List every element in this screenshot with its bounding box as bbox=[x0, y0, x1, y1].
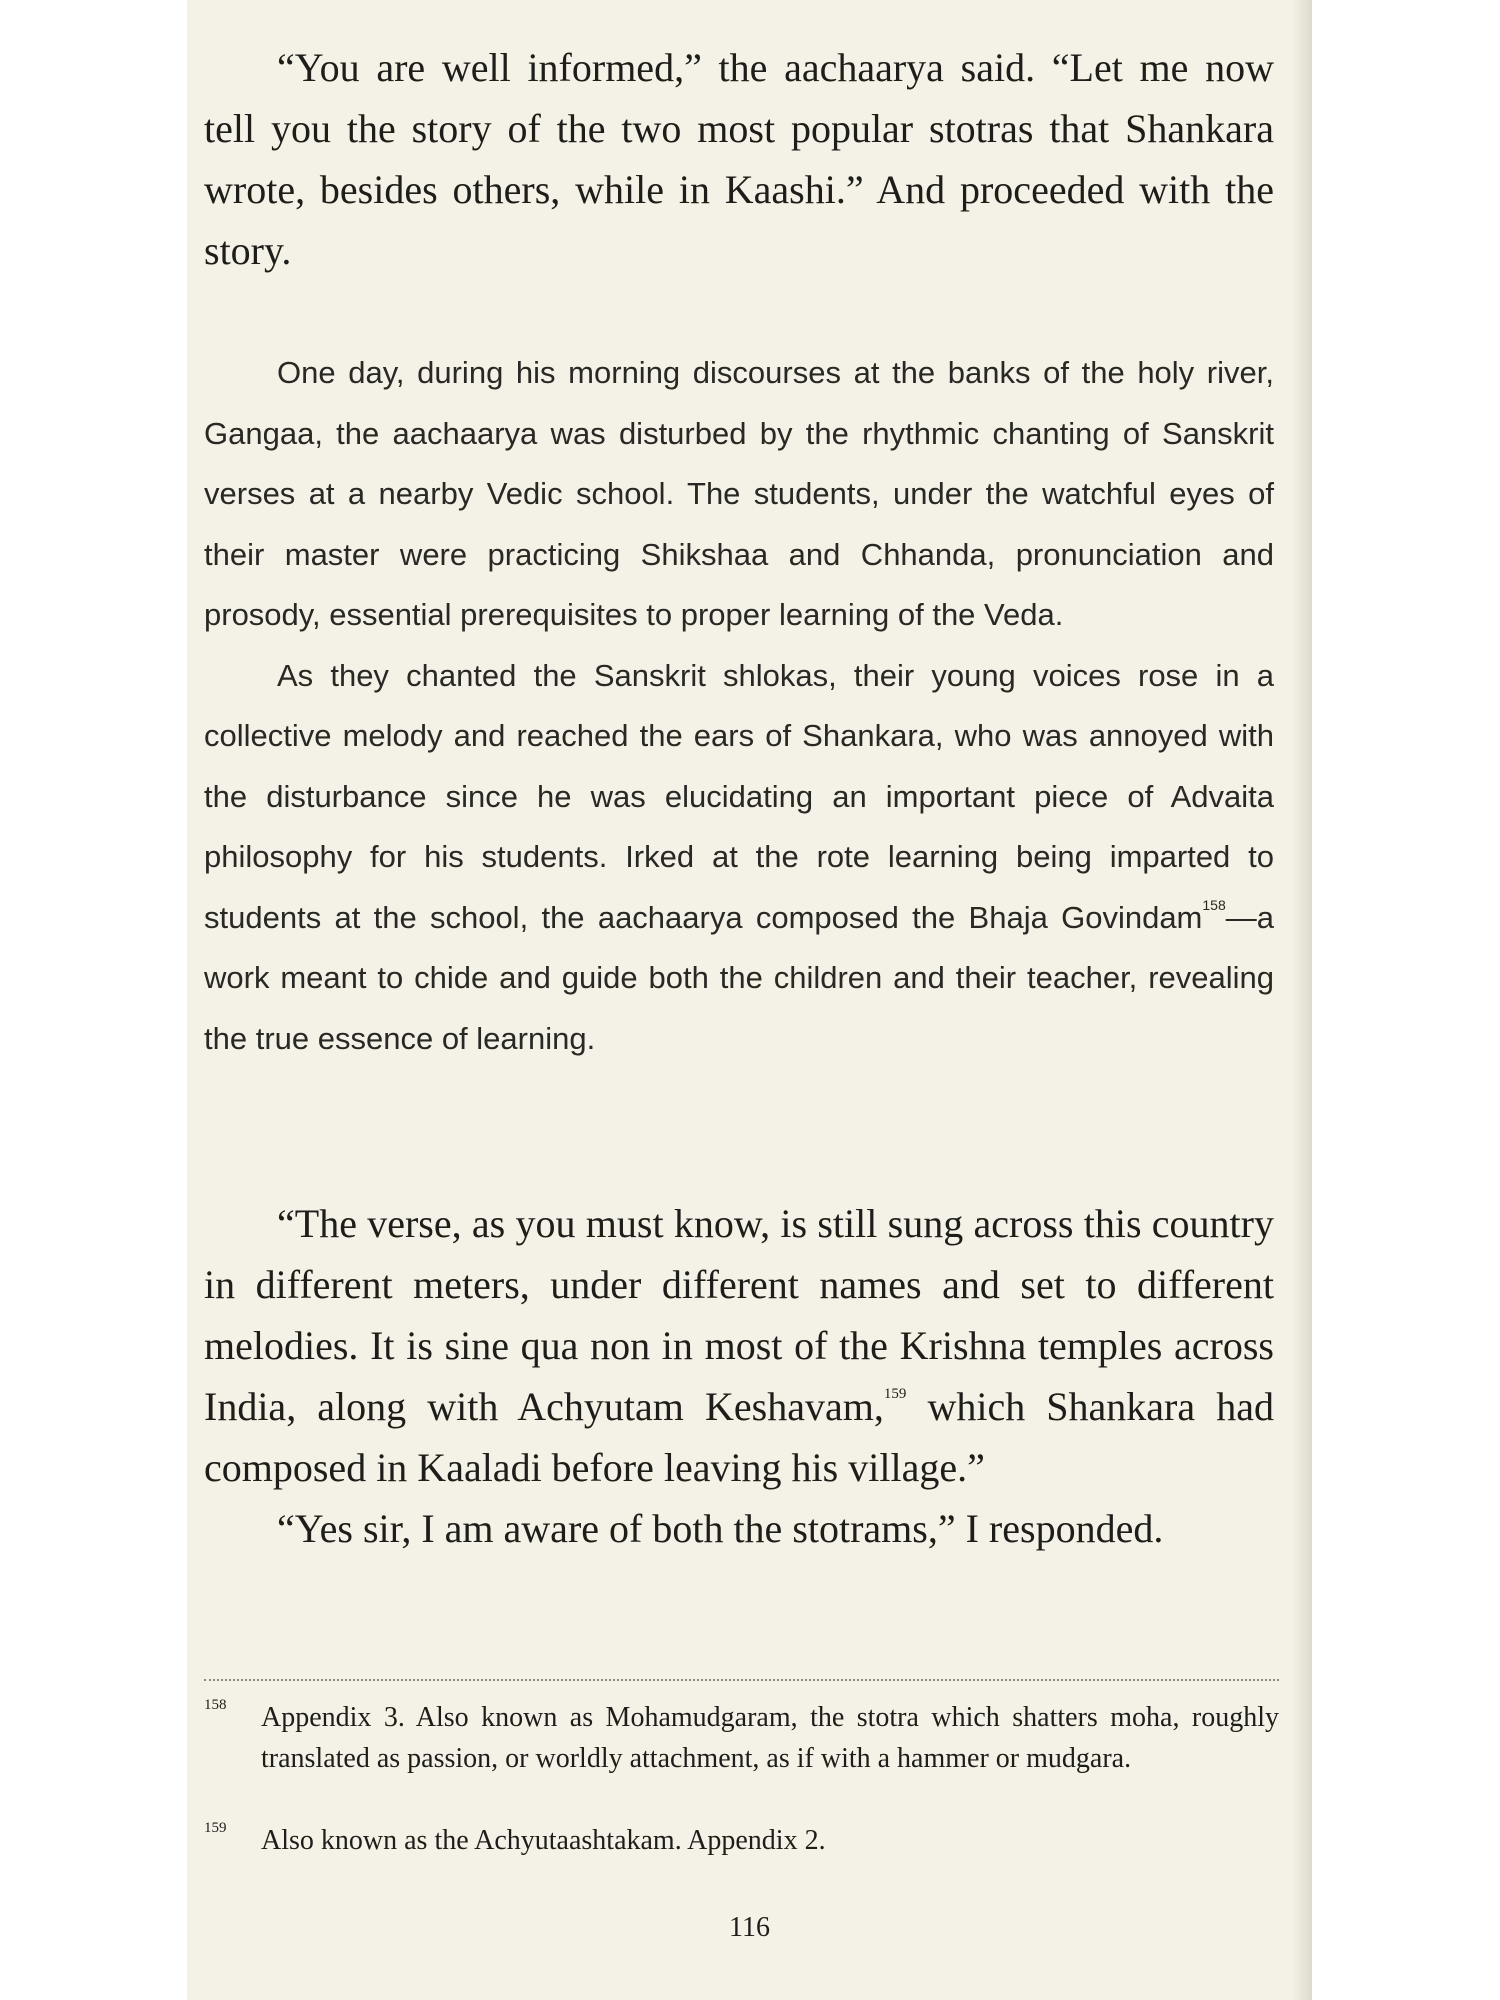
page-number: 116 bbox=[729, 1912, 770, 1943]
footnote-number: 158 bbox=[204, 1697, 227, 1713]
book-page bbox=[187, 0, 1312, 2000]
footnote-ref-159: 159 bbox=[883, 1386, 907, 1402]
paragraph-vedic-school: One day, during his morning discourses at the banks of the holy river, Gangaa, the aachaarya was disturbed by the rhythmic chanting of Sanskrit verses at a nearby Vedic school. The students, under the watchful eyes of their master were practicing Shikshaa and Chhanda, pronunciation and prosody, essential prerequisites to proper learning of the Veda. bbox=[204, 355, 1274, 632]
footnote-ref-158: 158 bbox=[1202, 896, 1226, 913]
paragraph-verse-sung: “The verse, as you must know, is still sung across this country in different meters, under different names and set to different melodies. It is sine qua non in most of the Krishna temples across India, along with Achyutam Keshavam,$^{159}$ which Shankara had composed in Kaaladi before leaving his village.” bbox=[204, 1201, 1274, 1490]
narrative-section bbox=[204, 343, 1274, 1069]
dialogue-section bbox=[204, 1193, 1274, 1559]
footnote-text: Also known as the Achyutaashtakam. Appendix 2. bbox=[261, 1825, 826, 1856]
paragraph-bhaja-govindam: As they chanted the Sanskrit shlokas, their young voices rose in a collective melody and reached the ears of Shankara, who was annoyed with the disturbance since he was elucidating an important piece of Advaita philosophy for his students. Irked at the rote learning being imparted to students at the school, the aachaarya composed the Bhaja Govindam$^{158}$—a work meant to chide and guide both the children and their teacher, revealing the true essence of learning. bbox=[204, 657, 1274, 1056]
footnote-158 bbox=[204, 1697, 1279, 1779]
paragraph-response: “Yes sir, I am aware of both the stotrams,” I responded. bbox=[277, 1506, 1164, 1551]
footnote-divider bbox=[204, 1679, 1279, 1681]
footnote-159 bbox=[204, 1820, 1279, 1861]
footnote-text: Appendix 3. Also known as Mohamudgaram, the stotra which shatters moha, roughly translated as passion, or worldly attachment, as if with a hammer or mudgara. bbox=[261, 1702, 1279, 1774]
paragraph-aachaarya-intro: “You are well informed,” the aachaarya said. “Let me now tell you the story of the two most popular stotras that Shankara wrote, besides others, while in Kaashi.” And proceeded with the story. bbox=[204, 45, 1274, 273]
footnote-number: 159 bbox=[204, 1820, 227, 1836]
